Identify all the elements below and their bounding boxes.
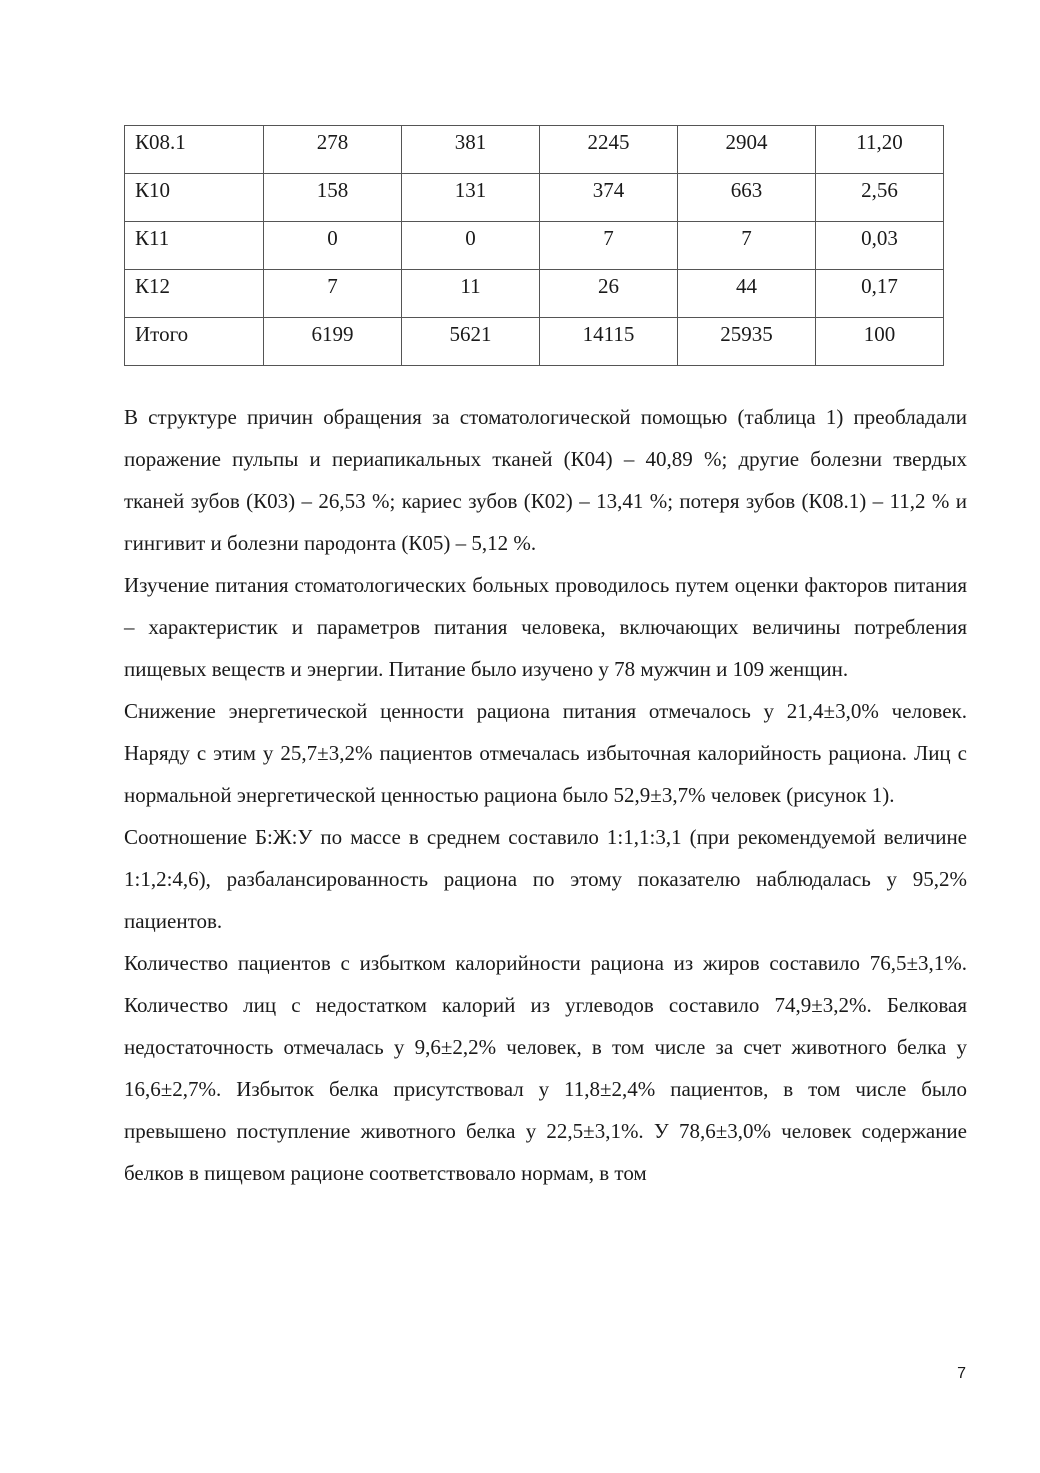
paragraph: Изучение питания стоматологических больных проводилось путем оценки факторов питания – характеристик и параметров питания человека, включающих величины потребления пищевых веществ и энергии. Питание было изучено у 78 мужчин и 109 женщин. (124, 573, 967, 681)
table-cell: 0,03 (816, 222, 944, 270)
table-row-total (125, 318, 944, 366)
paragraph: Соотношение Б:Ж:У по массе в среднем составило 1:1,1:3,1 (при рекомендуемой величине 1:1,2:4,6), разбалансированность рациона по этому показателю наблюдалась у 95,2% пациентов. (124, 825, 967, 933)
table-row (125, 222, 944, 270)
table-cell: 7 (540, 222, 678, 270)
table-cell: 2,56 (816, 174, 944, 222)
table-cell: 131 (402, 174, 540, 222)
table-cell: 14115 (540, 318, 678, 366)
table-cell: 0 (402, 222, 540, 270)
paragraph: Количество пациентов с избытком калорийности рациона из жиров составило 76,5±3,1%. Количество лиц с недостатком калорий из углеводов составило 74,9±3,2%. Белковая недостаточность отмечалась у 9,6±2,2% человек, в том числе за счет животного белка у 16,6±2,7%. Избыток белка присутствовал у 11,8±2,4% пациентов, в том числе было превышено поступление животного белка у 22,5±3,1%. У 78,6±3,0% человек содержание белков в пищевом рационе соответствовало нормам, в том (124, 951, 967, 1185)
table-row (125, 270, 944, 318)
table-cell: К10 (125, 174, 264, 222)
table-cell: 7 (678, 222, 816, 270)
table-cell: 2904 (678, 126, 816, 174)
table-cell: 5621 (402, 318, 540, 366)
page-number: 7 (957, 1365, 966, 1382)
paragraph: Снижение энергетической ценности рациона питания отмечалось у 21,4±3,0% человек. Наряду с этим у 25,7±3,2% пациентов отмечалась избыточная калорийность рациона. Лиц с нормальной энергетической ценностью рациона было 52,9±3,7% человек (рисунок 1). (124, 699, 967, 807)
table-cell: 26 (540, 270, 678, 318)
table-cell: 11,20 (816, 126, 944, 174)
table-cell: 381 (402, 126, 540, 174)
paragraph: В структуре причин обращения за стоматологической помощью (таблица 1) преобладали поражение пульпы и периапикальных тканей (К04) – 40,89 %; другие болезни твердых тканей зубов (К03) – 26,53 %; кариес зубов (К02) – 13,41 %; потеря зубов (К08.1) – 11,2 % и гингивит и болезни пародонта (К05) – 5,12 %. (124, 405, 967, 555)
table-row (125, 126, 944, 174)
table-cell: 0,17 (816, 270, 944, 318)
data-table (124, 125, 944, 366)
table-cell: 663 (678, 174, 816, 222)
table-cell: 11 (402, 270, 540, 318)
table-cell: 374 (540, 174, 678, 222)
table-cell: 0 (264, 222, 402, 270)
table-cell: 158 (264, 174, 402, 222)
table-cell: К12 (125, 270, 264, 318)
table-cell: Итого (125, 318, 264, 366)
table-cell: К11 (125, 222, 264, 270)
table-cell: 278 (264, 126, 402, 174)
table-cell: 100 (816, 318, 944, 366)
table-row (125, 174, 944, 222)
table-cell: К08.1 (125, 126, 264, 174)
table-cell: 44 (678, 270, 816, 318)
table-cell: 7 (264, 270, 402, 318)
body-text (124, 396, 967, 1194)
table-cell: 2245 (540, 126, 678, 174)
table-cell: 6199 (264, 318, 402, 366)
table-cell: 25935 (678, 318, 816, 366)
